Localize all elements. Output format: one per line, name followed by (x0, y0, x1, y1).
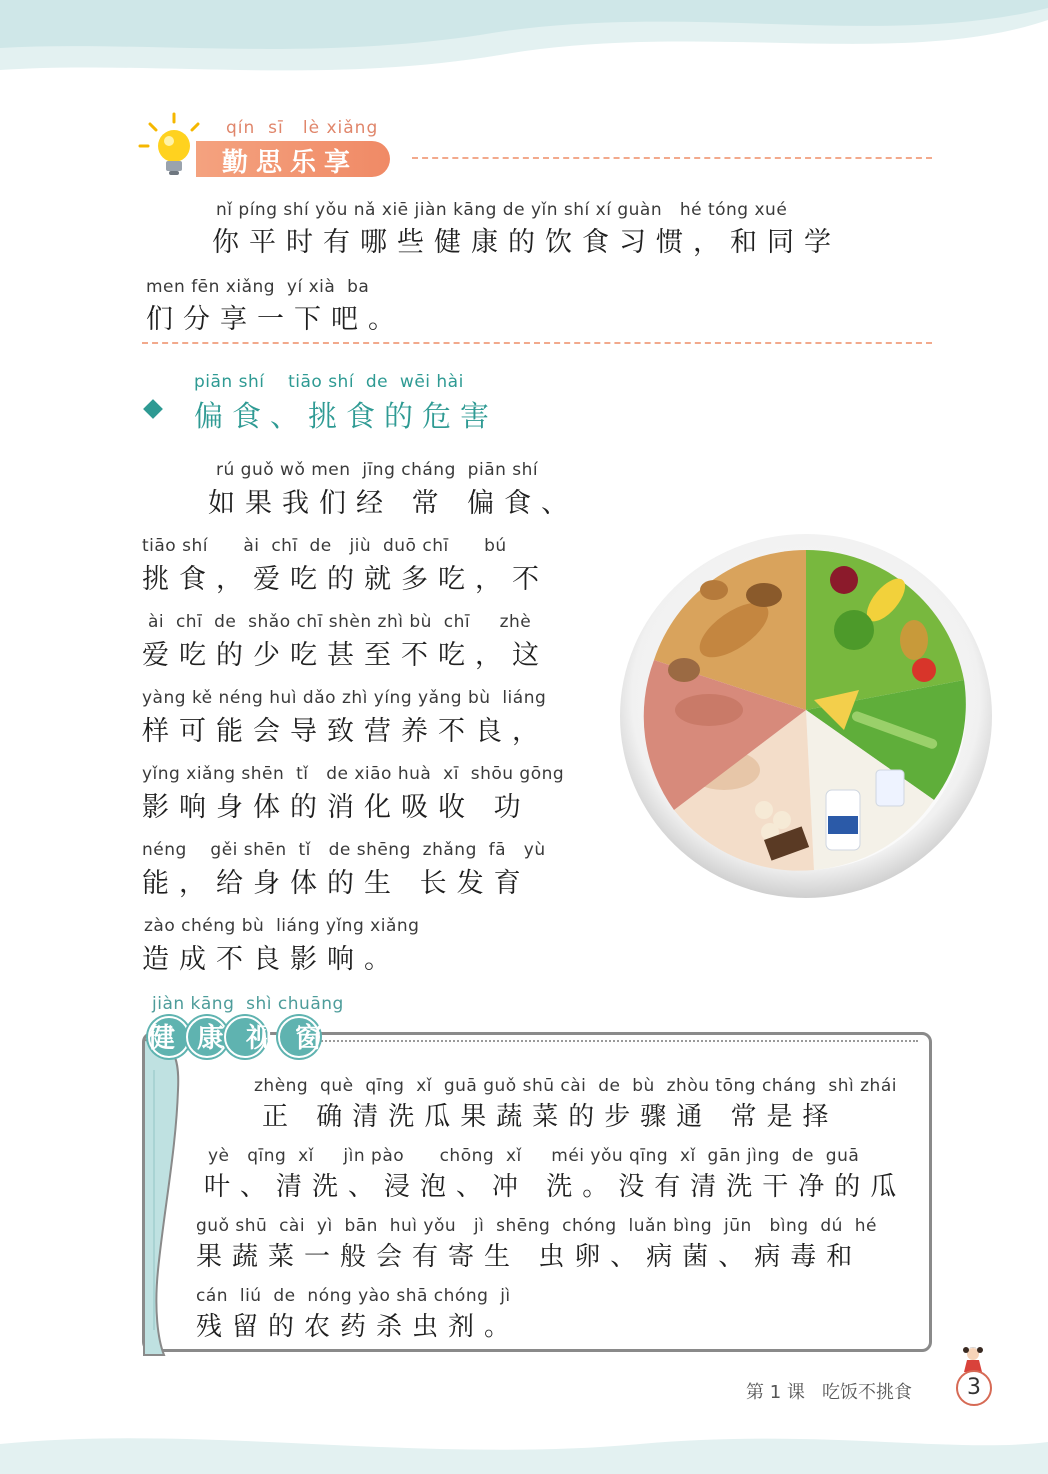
bottom-wave-decoration (0, 1414, 1048, 1474)
body-pinyin-line: ài chī de shǎo chī shèn zhì bù chī zhè (148, 612, 532, 632)
body-pinyin-line: yàng kě néng huì dǎo zhì yíng yǎng bù liáng (142, 688, 547, 708)
dotted-divider (318, 1040, 918, 1042)
dashed-divider (142, 342, 932, 344)
body-pinyin-line: zào chéng bù liáng yǐng xiǎng (144, 916, 420, 936)
body-text-line: 爱吃的少吃甚至不吃，这 (142, 640, 549, 671)
question-pinyin-line-1: nǐ píng shí yǒu nǎ xiē jiàn kāng de yǐn shí xí guàn hé tóng xué (216, 200, 788, 220)
body-pinyin-line: rú guǒ wǒ men jīng cháng piān shí (216, 460, 539, 480)
section2-title: 偏食、挑食的危害 (194, 399, 499, 433)
question-text-line-1: 你平时有哪些健康的饮食习惯，和同学 (212, 227, 841, 258)
health-pinyin-line: cán liú de nóng yào shā chóng jì (196, 1286, 511, 1306)
body-pinyin-line: néng gěi shēn tǐ de shēng zhǎng fā yù (142, 840, 546, 860)
body-text-line: 造成不良影响。 (142, 944, 401, 975)
lesson-label: 第 1 课 吃饭不挑食 (746, 1382, 913, 1403)
health-pinyin-line: guǒ shū cài yì bān huì yǒu jì shēng chóng luǎn bìng jūn bìng dú hé (196, 1216, 877, 1236)
body-text-line: 能，给身体的生 长发育 (142, 868, 531, 899)
body-text-line: 如果我们经 常 偏食、 (208, 488, 579, 519)
section1-header-pinyin: qín sī lè xiǎng (226, 118, 379, 138)
health-text-line: 叶、清洗、浸泡、冲 洗。没有清洗干净的瓜 (204, 1172, 907, 1202)
diamond-bullet-icon (143, 399, 163, 419)
health-window-title-pinyin: jiàn kāng shì chuāng (152, 994, 344, 1014)
question-text-line-2: 们分享一下吧。 (146, 304, 405, 335)
health-text-line: 果蔬菜一般会有寄生 虫卵、病菌、病毒和 (196, 1242, 863, 1272)
food-plate-image (614, 520, 998, 904)
body-text-line: 影响身体的消化吸收 功 (142, 792, 531, 823)
curtain-decoration (140, 1030, 190, 1362)
health-pinyin-line: zhèng què qīng xǐ guā guǒ shū cài de bù zhòu tōng cháng shì zhái (254, 1076, 897, 1096)
section1-header-title: 勤思乐享 (222, 148, 359, 178)
body-pinyin-line: yǐng xiǎng shēn tǐ de xiāo huà xī shōu gōng (142, 764, 565, 784)
health-text-line: 残留的农药杀虫剂。 (196, 1312, 521, 1342)
health-window-title: 健康视窗 (148, 1023, 344, 1054)
dashed-divider (412, 157, 932, 159)
section2-title-pinyin: piān shí tiāo shí de wēi hài (194, 372, 464, 392)
page-number: 3 (956, 1370, 992, 1406)
top-wave-decoration (0, 0, 1048, 120)
question-pinyin-line-2: men fēn xiǎng yí xià ba (146, 277, 370, 297)
body-text-line: 样可能会导致营养不良， (142, 716, 549, 747)
body-pinyin-line: tiāo shí ài chī de jiù duō chī bú (142, 536, 507, 556)
health-text-line: 正 确清洗瓜果蔬菜的步骤通 常是择 (262, 1102, 839, 1132)
body-text-line: 挑食，爱吃的就多吃，不 (142, 564, 549, 595)
health-pinyin-line: yè qīng xǐ jìn pào chōng xǐ méi yǒu qīng xǐ gān jìng de guā (208, 1146, 860, 1166)
